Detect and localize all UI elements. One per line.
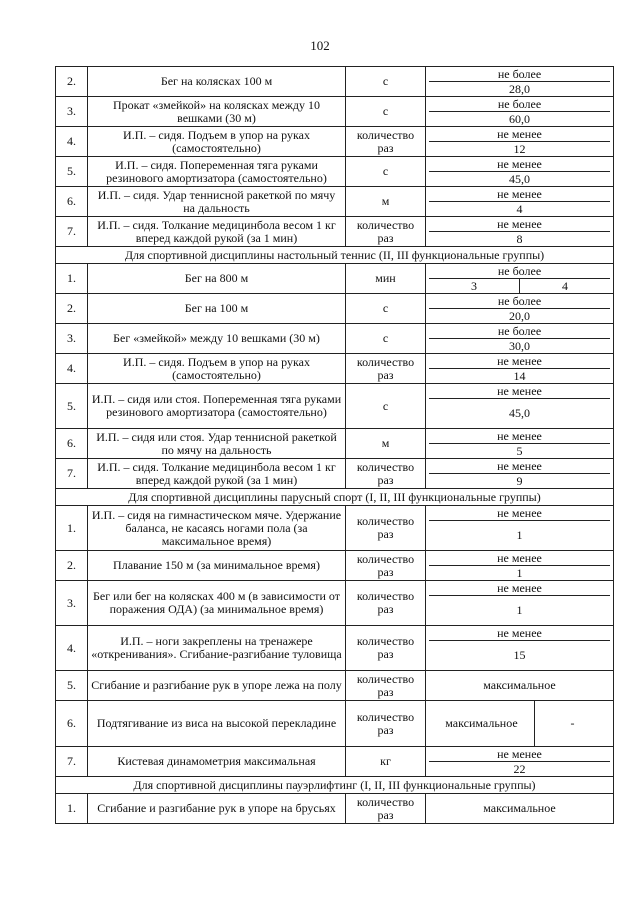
requirement-value-a: максимальное (429, 701, 535, 746)
requirement-condition: не менее (429, 217, 610, 232)
requirement-cell (426, 354, 614, 384)
requirement-cell (426, 429, 614, 459)
requirement-value: 15 (513, 648, 526, 662)
requirement-value: 22 (513, 762, 526, 776)
unit-cell: мин (346, 264, 426, 294)
requirement-cell (426, 157, 614, 187)
unit-cell: количество раз (346, 581, 426, 626)
exercise-name: Бег или бег на колясках 400 м (в зависимости от поражения ОДА) (за минимальное время) (88, 581, 346, 626)
requirement-condition: не менее (429, 384, 610, 399)
unit-cell: количество раз (346, 626, 426, 671)
row-number: 5. (56, 671, 88, 701)
requirement-cell (426, 67, 614, 97)
row-number: 1. (56, 794, 88, 824)
requirement-condition: не менее (429, 157, 610, 172)
requirement-value: 14 (513, 369, 526, 383)
table-row (56, 97, 614, 127)
requirement-split (429, 701, 610, 746)
table-row (56, 324, 614, 354)
requirement-value-b: - (570, 716, 575, 730)
unit-cell: с (346, 157, 426, 187)
unit-cell: м (346, 187, 426, 217)
exercise-name: И.П. – сидя. Удар теннисной ракеткой по мячу на дальность (88, 187, 346, 217)
row-number: 4. (56, 626, 88, 671)
requirement-condition: не менее (429, 187, 610, 202)
exercise-name: Кистевая динамометрия максимальная (88, 747, 346, 777)
table-row (56, 626, 614, 671)
requirement-value: 12 (513, 142, 526, 156)
requirement-cell (426, 384, 614, 429)
row-number: 4. (56, 354, 88, 384)
requirement-cell (426, 626, 614, 671)
requirement-condition: не более (429, 97, 610, 112)
requirement-cell (426, 794, 614, 824)
row-number: 3. (56, 97, 88, 127)
unit-cell: количество раз (346, 459, 426, 489)
row-number: 2. (56, 67, 88, 97)
requirement-value: 4 (516, 202, 523, 216)
exercise-name: Бег на 800 м (88, 264, 346, 294)
requirement-value: 45,0 (509, 172, 530, 186)
unit-cell: с (346, 97, 426, 127)
requirement-cell (426, 701, 614, 747)
table-row (56, 354, 614, 384)
requirement-condition: не более (429, 67, 610, 82)
exercise-name: И.П. – сидя или стоя. Удар теннисной ракеткой по мячу на дальность (88, 429, 346, 459)
table-row (56, 459, 614, 489)
row-number: 7. (56, 217, 88, 247)
unit-cell: количество раз (346, 551, 426, 581)
unit-cell: кг (346, 747, 426, 777)
requirement-cell (426, 217, 614, 247)
unit-cell: с (346, 324, 426, 354)
table-row (56, 217, 614, 247)
exercise-name: И.П. – сидя. Толкание медицинбола весом 1 кг вперед каждой рукой (за 1 мин) (88, 459, 346, 489)
exercise-name: Плавание 150 м (за минимальное время) (88, 551, 346, 581)
requirement-cell (426, 671, 614, 701)
requirement-condition: не более (429, 294, 610, 309)
requirement-cell (426, 747, 614, 777)
unit-cell: количество раз (346, 354, 426, 384)
requirement-value: максимальное (483, 678, 556, 692)
requirement-value: 28,0 (509, 82, 530, 96)
table-row (56, 187, 614, 217)
requirement-condition: не более (429, 324, 610, 339)
unit-cell: с (346, 384, 426, 429)
exercise-name: И.П. – сидя. Толкание медицинбола весом 1 кг вперед каждой рукой (за 1 мин) (88, 217, 346, 247)
unit-cell: с (346, 67, 426, 97)
table-row (56, 701, 614, 747)
table-row (56, 294, 614, 324)
requirement-cell (426, 127, 614, 157)
exercise-name: И.П. – сидя на гимнастическом мяче. Удержание баланса, не касаясь ногами пола (за максимальное время) (88, 506, 346, 551)
table-row (56, 506, 614, 551)
requirement-cell (426, 324, 614, 354)
section-row (56, 489, 614, 506)
requirement-value: 45,0 (509, 406, 530, 420)
exercise-name: Сгибание и разгибание рук в упоре на брусьях (88, 794, 346, 824)
requirement-cell (426, 459, 614, 489)
table-row (56, 429, 614, 459)
row-number: 6. (56, 187, 88, 217)
row-number: 3. (56, 324, 88, 354)
requirement-split (429, 279, 610, 293)
requirement-cell (426, 264, 614, 294)
row-number: 5. (56, 384, 88, 429)
table-row (56, 264, 614, 294)
unit-cell: количество раз (346, 506, 426, 551)
requirement-value: 1 (516, 566, 523, 580)
table-row (56, 671, 614, 701)
unit-cell: с (346, 294, 426, 324)
table-row (56, 384, 614, 429)
row-number: 2. (56, 551, 88, 581)
requirement-cell (426, 294, 614, 324)
requirement-value-b: 4 (562, 279, 568, 293)
requirement-value: 30,0 (509, 339, 530, 353)
row-number: 2. (56, 294, 88, 324)
row-number: 6. (56, 429, 88, 459)
unit-cell: количество раз (346, 127, 426, 157)
row-number: 5. (56, 157, 88, 187)
table-row (56, 581, 614, 626)
table-row (56, 551, 614, 581)
requirement-cell (426, 187, 614, 217)
table-row (56, 794, 614, 824)
requirement-value: 9 (516, 474, 523, 488)
table-row (56, 67, 614, 97)
unit-cell: количество раз (346, 671, 426, 701)
requirement-condition: не более (429, 264, 610, 279)
table-row (56, 747, 614, 777)
exercise-name: Бег «змейкой» между 10 вешками (30 м) (88, 324, 346, 354)
requirement-condition: не менее (429, 626, 610, 641)
unit-cell: м (346, 429, 426, 459)
requirement-condition: не менее (429, 581, 610, 596)
exercise-name: И.П. – ноги закреплены на тренажере «откренивания». Сгибание-разгибание туловища (88, 626, 346, 671)
table-row (56, 127, 614, 157)
requirement-value: 1 (516, 528, 523, 542)
section-title: Для спортивной дисциплины настольный теннис (II, III функциональные группы) (56, 247, 614, 264)
section-row (56, 777, 614, 794)
section-title: Для спортивной дисциплины пауэрлифтинг (I, II, III функциональные группы) (56, 777, 614, 794)
exercise-name: И.П. – сидя. Подъем в упор на руках (самостоятельно) (88, 127, 346, 157)
requirement-condition: не менее (429, 551, 610, 566)
exercise-name: Прокат «змейкой» на колясках между 10 вешками (30 м) (88, 97, 346, 127)
requirement-value: 20,0 (509, 309, 530, 323)
exercise-name: Бег на 100 м (88, 294, 346, 324)
table-row (56, 157, 614, 187)
page-number: 102 (310, 38, 330, 53)
requirement-cell (426, 97, 614, 127)
row-number: 3. (56, 581, 88, 626)
requirement-condition: не менее (429, 127, 610, 142)
requirement-value-a: 3 (429, 279, 520, 293)
row-number: 7. (56, 459, 88, 489)
row-number: 7. (56, 747, 88, 777)
requirement-cell (426, 581, 614, 626)
exercise-name: И.П. – сидя или стоя. Попеременная тяга руками резинового амортизатора (самостоятельно) (88, 384, 346, 429)
requirement-cell (426, 506, 614, 551)
row-number: 4. (56, 127, 88, 157)
requirement-condition: не менее (429, 429, 610, 444)
row-number: 1. (56, 264, 88, 294)
section-row (56, 247, 614, 264)
section-title: Для спортивной дисциплины парусный спорт (I, II, III функциональные группы) (56, 489, 614, 506)
unit-cell: количество раз (346, 701, 426, 747)
exercise-name: Бег на колясках 100 м (88, 67, 346, 97)
row-number: 1. (56, 506, 88, 551)
requirement-cell (426, 551, 614, 581)
requirement-condition: не менее (429, 354, 610, 369)
requirement-value: 5 (516, 444, 523, 458)
standards-table (55, 66, 614, 824)
requirement-condition: не менее (429, 506, 610, 521)
exercise-name: И.П. – сидя. Попеременная тяга руками резинового амортизатора (самостоятельно) (88, 157, 346, 187)
exercise-name: И.П. – сидя. Подъем в упор на руках (самостоятельно) (88, 354, 346, 384)
exercise-name: Подтягивание из виса на высокой перекладине (88, 701, 346, 747)
requirement-value: максимальное (483, 801, 556, 815)
exercise-name: Сгибание и разгибание рук в упоре лежа на полу (88, 671, 346, 701)
requirement-value: 60,0 (509, 112, 530, 126)
unit-cell: количество раз (346, 794, 426, 824)
requirement-value: 8 (516, 232, 523, 246)
requirement-value: 1 (516, 603, 523, 617)
requirement-condition: не менее (429, 747, 610, 762)
unit-cell: количество раз (346, 217, 426, 247)
row-number: 6. (56, 701, 88, 747)
requirement-condition: не менее (429, 459, 610, 474)
